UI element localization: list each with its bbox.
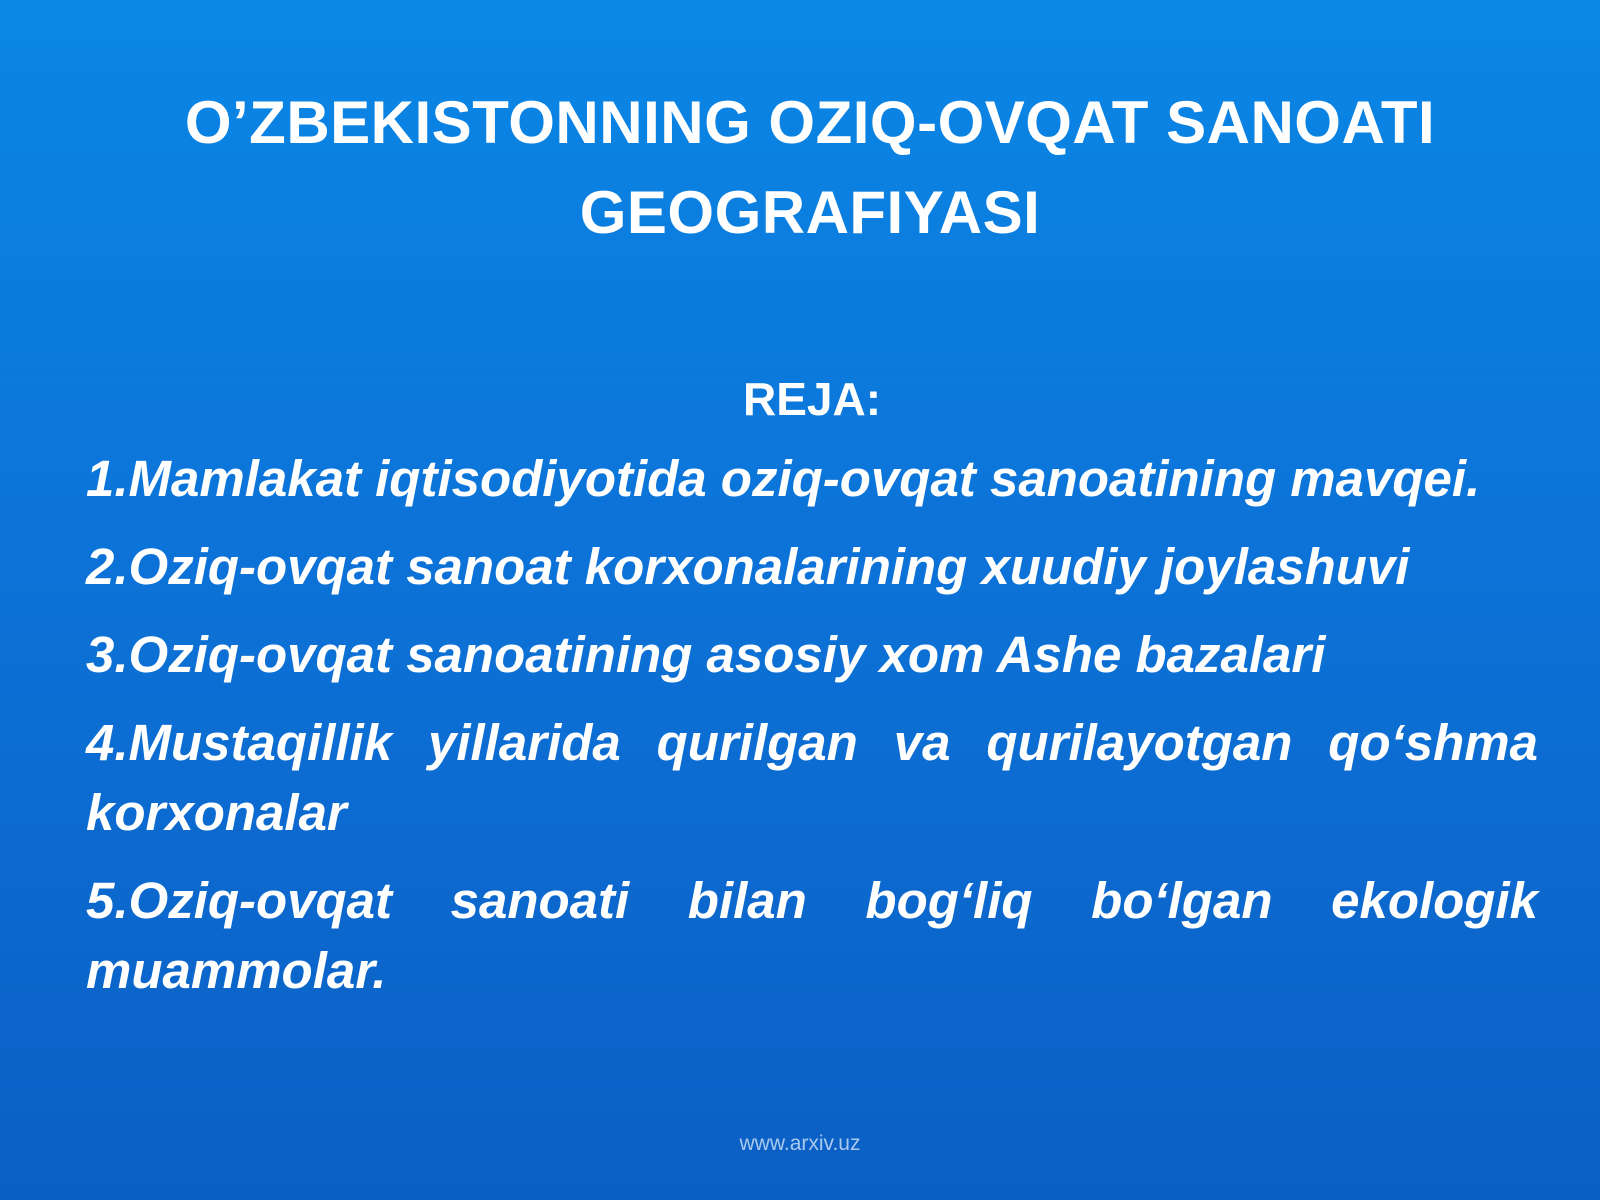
plan-item-1: 1.Mamlakat iqtisodiyotida oziq-ovqat sanoatining mavqei.: [86, 450, 1481, 507]
plan-item-3: 3.Oziq-ovqat sanoatining asosiy xom Ashe bazalari: [86, 626, 1326, 683]
footer-watermark: www.arxiv.uz: [739, 1132, 861, 1155]
plan-section: [86, 368, 1538, 1024]
plan-heading: REJA:: [742, 373, 882, 425]
plan-item-2: 2.Oziq-ovqat sanoat korxonalarining xuudiy joylashuvi: [86, 538, 1410, 595]
slide-title: O’ZBEKISTONNING OZIQ-OVQAT SANOATI GEOGRAFIYASI: [184, 89, 1436, 246]
plan-item-4: 4.Mustaqillik yillarida qurilgan va qurilayotgan qo‘shma korxonalar: [86, 714, 1538, 841]
plan-item-5: 5.Oziq-ovqat sanoati bilan bog‘liq bo‘lgan ekologik muammolar.: [86, 872, 1538, 999]
